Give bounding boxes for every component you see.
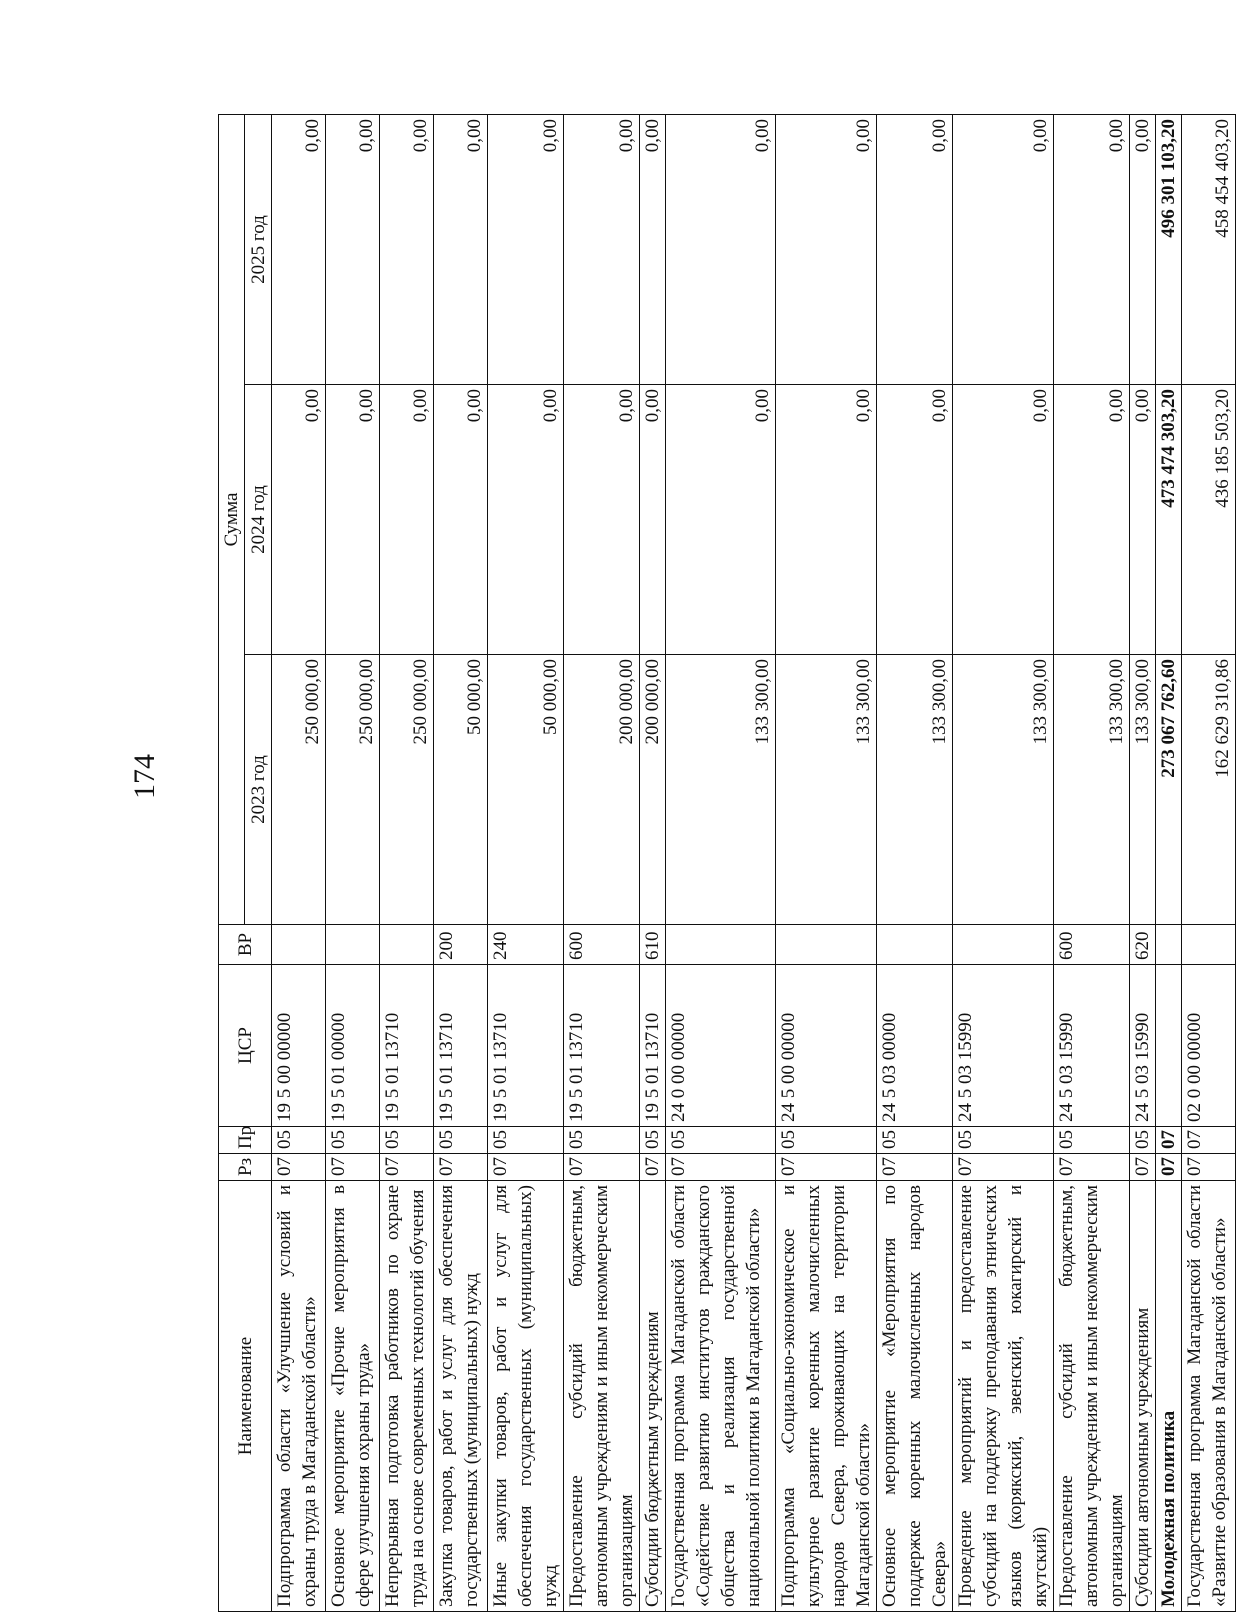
row-rz: 07 (272, 1154, 326, 1181)
row-2025: 0,00 (666, 115, 776, 385)
row-vr (380, 925, 434, 965)
row-pr: 05 (564, 1127, 640, 1154)
row-csr: 19 5 00 00000 (272, 965, 326, 1127)
row-name: Государственная программа Магаданской области «Развитие образования в Магаданской области» (1182, 1181, 1236, 1612)
row-2023: 133 300,00 (1130, 655, 1156, 925)
table-row (326, 115, 380, 1612)
page-number: 174 (128, 754, 161, 799)
row-vr (1182, 925, 1236, 965)
row-2023: 133 300,00 (877, 655, 953, 925)
table-row (564, 115, 640, 1612)
row-csr: 19 5 01 00000 (326, 965, 380, 1127)
row-2023: 250 000,00 (326, 655, 380, 925)
table-row (877, 115, 953, 1612)
row-2023: 273 067 762,60 (1156, 655, 1182, 925)
row-rz: 07 (640, 1154, 666, 1181)
row-2023: 250 000,00 (380, 655, 434, 925)
row-vr (272, 925, 326, 965)
row-2023: 162 629 310,86 (1182, 655, 1236, 925)
row-vr: 610 (640, 925, 666, 965)
row-2025: 0,00 (640, 115, 666, 385)
row-2024: 0,00 (776, 385, 877, 655)
row-name: Закупка товаров, работ и услуг для обеспечения государственных (муниципальных) нужд (434, 1181, 488, 1612)
row-2023: 133 300,00 (666, 655, 776, 925)
row-name: Предоставление субсидий бюджетным, автономным учреждениям и иным некоммерческим организациям (1054, 1181, 1130, 1612)
row-2025: 0,00 (877, 115, 953, 385)
table-body (272, 115, 1236, 1612)
table-row (1130, 115, 1156, 1612)
row-csr: 19 5 01 13710 (488, 965, 564, 1127)
row-csr (1156, 965, 1182, 1127)
row-csr: 19 5 01 13710 (564, 965, 640, 1127)
row-2024: 0,00 (564, 385, 640, 655)
row-rz: 07 (1054, 1154, 1130, 1181)
row-csr: 24 5 03 15990 (1054, 965, 1130, 1127)
row-2024: 473 474 303,20 (1156, 385, 1182, 655)
row-2024: 0,00 (953, 385, 1054, 655)
row-name: Субсидии бюджетным учреждениям (640, 1181, 666, 1612)
row-rz: 07 (434, 1154, 488, 1181)
row-pr: 05 (877, 1127, 953, 1154)
row-vr: 240 (488, 925, 564, 965)
row-2023: 133 300,00 (953, 655, 1054, 925)
row-pr: 05 (380, 1127, 434, 1154)
row-pr: 05 (434, 1127, 488, 1154)
row-name: Основное мероприятие «Прочие мероприятия в сфере улучшения охраны труда» (326, 1181, 380, 1612)
row-vr: 600 (1054, 925, 1130, 965)
row-pr: 05 (640, 1127, 666, 1154)
row-2025: 458 454 403,20 (1182, 115, 1236, 385)
row-2024: 0,00 (326, 385, 380, 655)
row-2025: 0,00 (1054, 115, 1130, 385)
row-rz: 07 (564, 1154, 640, 1181)
table-row (1156, 115, 1182, 1612)
row-pr: 07 (1156, 1127, 1182, 1154)
header-2023: 2023 год (245, 655, 272, 925)
row-vr: 620 (1130, 925, 1156, 965)
row-2023: 133 300,00 (776, 655, 877, 925)
row-2025: 0,00 (953, 115, 1054, 385)
row-csr: 24 5 03 00000 (877, 965, 953, 1127)
row-csr: 24 5 00 00000 (776, 965, 877, 1127)
row-2024: 0,00 (640, 385, 666, 655)
row-2025: 0,00 (1130, 115, 1156, 385)
row-2024: 0,00 (877, 385, 953, 655)
row-pr: 05 (666, 1127, 776, 1154)
table-row (1054, 115, 1130, 1612)
row-name: Непрерывная подготовка работников по охране труда на основе современных технологий обучения (380, 1181, 434, 1612)
row-vr (1156, 925, 1182, 965)
row-vr (776, 925, 877, 965)
row-pr: 05 (953, 1127, 1054, 1154)
row-2023: 200 000,00 (640, 655, 666, 925)
row-name: Проведение мероприятий и предоставление субсидий на поддержку преподавания этнических языков (корякский, эвенский, юкагирский и якутский) (953, 1181, 1054, 1612)
row-2024: 0,00 (666, 385, 776, 655)
row-2024: 0,00 (1130, 385, 1156, 655)
header-2024: 2024 год (245, 385, 272, 655)
row-pr: 05 (1054, 1127, 1130, 1154)
row-pr: 05 (272, 1127, 326, 1154)
row-name: Основное мероприятие «Мероприятия по поддержке коренных малочисленных народов Севера» (877, 1181, 953, 1612)
row-csr: 02 0 00 00000 (1182, 965, 1236, 1127)
header-name: Наименование (219, 1181, 272, 1612)
row-2025: 0,00 (272, 115, 326, 385)
row-2023: 50 000,00 (434, 655, 488, 925)
row-2023: 133 300,00 (1054, 655, 1130, 925)
row-name: Подпрограмма «Социально-экономическое и культурное развитие коренных малочисленных народов Севера, проживающих на территории Магаданской области» (776, 1181, 877, 1612)
row-name: Государственная программа Магаданской области «Содействие развитию институтов гражданского общества и реализация государственной национальной политики в Магаданской области» (666, 1181, 776, 1612)
row-rz: 07 (326, 1154, 380, 1181)
row-vr: 200 (434, 925, 488, 965)
row-vr: 600 (564, 925, 640, 965)
table-row (272, 115, 326, 1612)
table-row (380, 115, 434, 1612)
header-2025: 2025 год (245, 115, 272, 385)
row-rz: 07 (877, 1154, 953, 1181)
row-name: Иные закупки товаров, работ и услуг для обеспечения государственных (муниципальных) нужд (488, 1181, 564, 1612)
row-pr: 05 (1130, 1127, 1156, 1154)
row-csr: 24 0 00 00000 (666, 965, 776, 1127)
row-rz: 07 (1182, 1154, 1236, 1181)
row-csr: 19 5 01 13710 (434, 965, 488, 1127)
row-2025: 0,00 (776, 115, 877, 385)
table-row (640, 115, 666, 1612)
row-vr (953, 925, 1054, 965)
row-csr: 19 5 01 13710 (640, 965, 666, 1127)
row-2024: 0,00 (434, 385, 488, 655)
table-row (666, 115, 776, 1612)
row-2024: 0,00 (1054, 385, 1130, 655)
row-rz: 07 (380, 1154, 434, 1181)
row-2024: 436 185 503,20 (1182, 385, 1236, 655)
row-csr: 24 5 03 15990 (1130, 965, 1156, 1127)
row-2025: 496 301 103,20 (1156, 115, 1182, 385)
row-csr: 24 5 03 15990 (953, 965, 1054, 1127)
header-vr: ВР (219, 925, 272, 965)
budget-table (218, 114, 1236, 1612)
row-2025: 0,00 (434, 115, 488, 385)
header-pr: Пр (219, 1127, 272, 1154)
row-name: Предоставление субсидий бюджетным, автономным учреждениям и иным некоммерческим организациям (564, 1181, 640, 1612)
row-pr: 05 (776, 1127, 877, 1154)
row-2023: 50 000,00 (488, 655, 564, 925)
table-row (434, 115, 488, 1612)
row-name: Молодежная политика (1156, 1181, 1182, 1612)
row-rz: 07 (953, 1154, 1054, 1181)
row-name: Подпрограмма области «Улучшение условий и охраны труда в Магаданской области» (272, 1181, 326, 1612)
table-row (488, 115, 564, 1612)
row-name: Субсидии автономным учреждениям (1130, 1181, 1156, 1612)
row-pr: 07 (1182, 1127, 1236, 1154)
row-2025: 0,00 (380, 115, 434, 385)
row-vr (666, 925, 776, 965)
row-rz: 07 (1130, 1154, 1156, 1181)
row-2024: 0,00 (488, 385, 564, 655)
header-rz: Рз (219, 1154, 272, 1181)
row-2025: 0,00 (326, 115, 380, 385)
row-2023: 200 000,00 (564, 655, 640, 925)
row-vr (877, 925, 953, 965)
row-pr: 05 (326, 1127, 380, 1154)
row-csr: 19 5 01 13710 (380, 965, 434, 1127)
header-sum: Сумма (219, 115, 245, 925)
row-pr: 05 (488, 1127, 564, 1154)
table-row (953, 115, 1054, 1612)
row-vr (326, 925, 380, 965)
header-csr: ЦСР (219, 965, 272, 1127)
row-2024: 0,00 (272, 385, 326, 655)
row-2023: 250 000,00 (272, 655, 326, 925)
table-row (776, 115, 877, 1612)
row-2024: 0,00 (380, 385, 434, 655)
row-rz: 07 (666, 1154, 776, 1181)
row-2025: 0,00 (488, 115, 564, 385)
budget-table-rotated (218, 115, 1233, 1612)
row-2025: 0,00 (564, 115, 640, 385)
row-rz: 07 (488, 1154, 564, 1181)
row-rz: 07 (776, 1154, 877, 1181)
table-row (1182, 115, 1236, 1612)
row-rz: 07 (1156, 1154, 1182, 1181)
